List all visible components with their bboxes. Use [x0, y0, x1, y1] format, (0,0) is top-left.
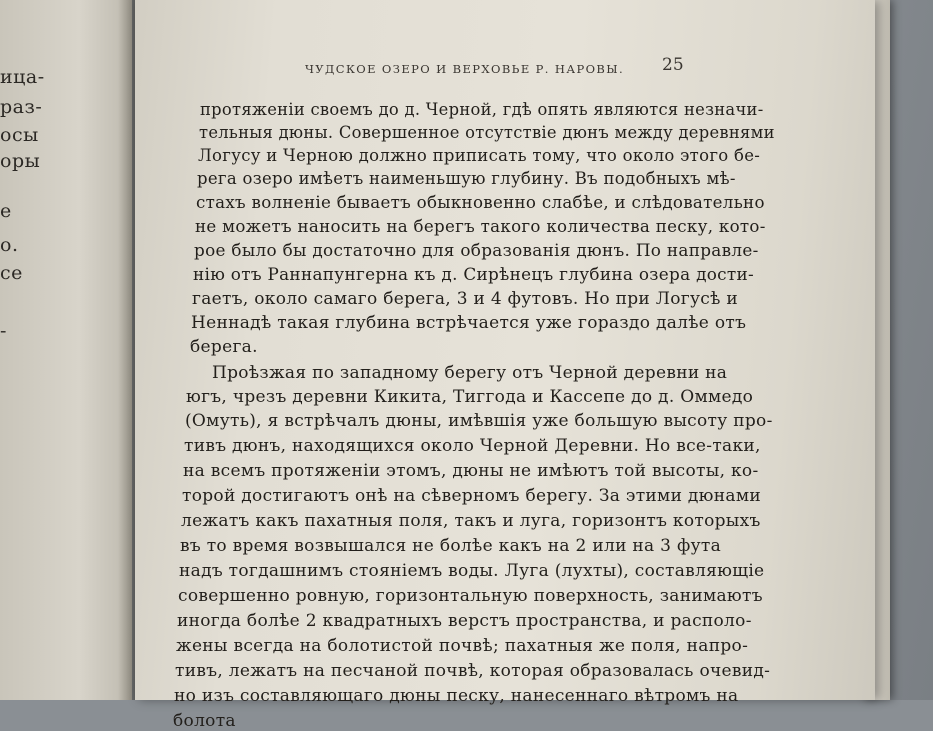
text-line: жены всегда на болотистой почвѣ; пахатныя же поля, напро- [176, 636, 749, 656]
text-line: тельныя дюны. Совершенное отсутствіе дюнъ между деревнями [199, 123, 775, 143]
text-line: стахъ волненіе бываетъ обыкновенно слабѣе, и слѣдовательно [196, 193, 765, 213]
text-line: совершенно ровную, горизонтальную поверхность, занимаютъ [178, 586, 763, 606]
text-line: протяженіи своемъ до д. Черной, гдѣ опять являются незначи- [200, 100, 764, 120]
left-page-fragment: е [0, 200, 12, 222]
text-line: торой достигаютъ онѣ на сѣверномъ берегу. За этими дюнами [182, 486, 761, 506]
text-line: тивъ дюнъ, находящихся около Черной Деревни. Но все-таки, [184, 436, 761, 456]
text-line: гаетъ, около самаго берега, 3 и 4 футовъ. Но при Логусѣ и [192, 289, 738, 309]
text-line: рое было бы достаточно для образованія дюнъ. По направле- [194, 241, 759, 261]
left-page-fragment: раз- [0, 96, 43, 118]
text-line: на всемъ протяженіи этомъ, дюны не имѣютъ той высоты, ко- [183, 461, 759, 481]
text-line: лежатъ какъ пахатныя поля, такъ и луга, горизонтъ которыхъ [181, 511, 761, 531]
text-line: нію отъ Раннапунгерна къ д. Сирѣнецъ глубина озера дости- [193, 265, 754, 285]
text-line: (Омуть), я встрѣчалъ дюны, имѣвшія уже большую высоту про- [185, 411, 773, 431]
text-line: въ то время возвышался не болѣе какъ на 2 или на 3 фута [180, 536, 722, 556]
left-page [0, 0, 132, 700]
text-line: надъ тогдашнимъ стояніемъ воды. Луга (лухты), составляющіе [179, 561, 765, 581]
text-line: но изъ составляющаго дюны песку, нанесеннаго вѣтромъ на [174, 686, 739, 706]
left-page-fragment: оры [0, 150, 41, 172]
left-page-fragment: ица- [0, 66, 45, 88]
text-line: не можетъ наносить на берегъ такого количества песку, кото- [195, 217, 766, 237]
left-page-fragment: о. [0, 234, 19, 256]
text-line: Проѣзжая по западному берегу отъ Черной деревни на [212, 363, 728, 383]
text-line: тивъ, лежатъ на песчаной почвѣ, которая образовалась очевид- [175, 661, 771, 681]
text-line: югъ, чрезъ деревни Кикита, Тиггода и Кассепе до д. Оммедо [186, 387, 754, 407]
text-line: берега. [190, 337, 258, 357]
text-line: иногда болѣе 2 квадратныхъ верстъ пространства, и располо- [177, 611, 752, 631]
left-page-fragment: се [0, 262, 23, 284]
text-line: болота [173, 711, 236, 731]
text-line: рега озеро имѣетъ наименьшую глубину. Въ подобныхъ мѣ- [197, 169, 736, 189]
text-line: Логусу и Черною должно приписать тому, что около этого бе- [198, 146, 761, 166]
page-number: 25 [662, 55, 684, 75]
text-line: Неннадѣ такая глубина встрѣчается уже гораздо далѣе отъ [191, 313, 747, 333]
running-head: ЧУДСКОЕ ОЗЕРО И ВЕРХОВЬЕ Р. НАРОВЫ. [305, 62, 625, 76]
left-page-fragment: осы [0, 124, 39, 146]
left-page-fragment: - [0, 320, 7, 342]
